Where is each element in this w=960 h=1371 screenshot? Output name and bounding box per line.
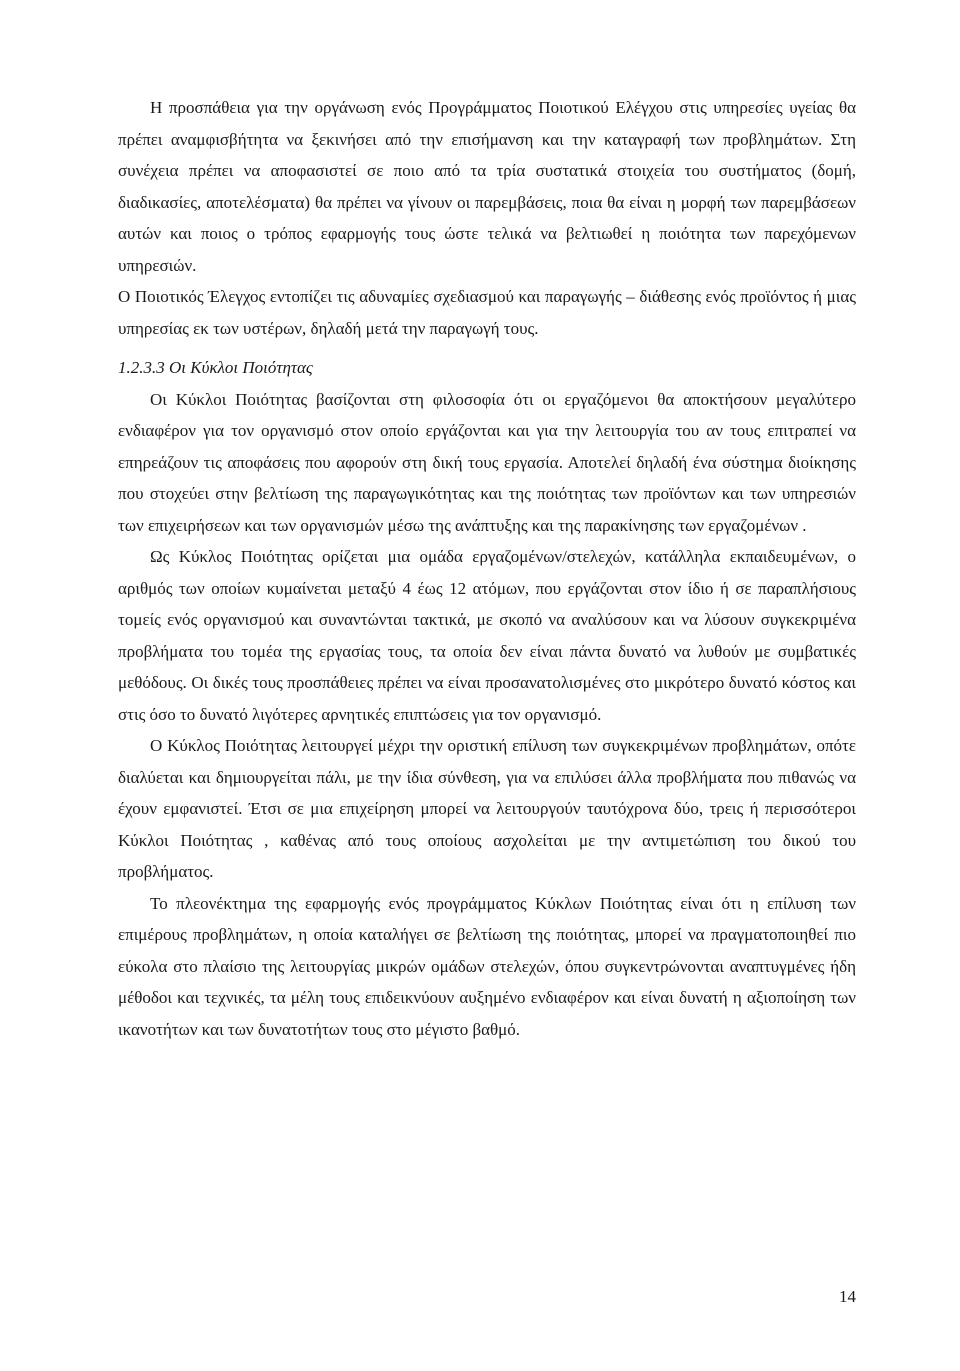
paragraph-quality-circles-intro: Οι Κύκλοι Ποιότητας βασίζονται στη φιλοσοφία ότι οι εργαζόμενοι θα αποκτήσουν μεγαλύτερο ενδιαφέρον για τον οργανισμό στον οποίο εργάζονται και για την λειτουργία του αν τους επιτραπεί να επηρεάζουν τις αποφάσεις που αφορούν στη δική τους εργασία. Αποτελεί δηλαδή ένα σύστημα διοίκησης που στοχεύει στην βελτίωση της παραγωγικότητας και της ποιότητας των προϊόντων και των υπηρεσιών των επιχειρήσεων και των οργανισμών μέσω της ανάπτυξης και της παρακίνησης των εργαζομένων . [118,389,856,535]
paragraph-quality-circle-advantage: Το πλεονέκτημα της εφαρμογής ενός προγράμματος Κύκλων Ποιότητας είναι ότι η επίλυση των επιμέρους προβλημάτων, η οποία καταλήγει σε βελτίωση της ποιότητας, μπορεί να πραγματοποιηθεί πιο εύκολα στο πλαίσιο της λειτουργίας μικρών ομάδων στελεχών, όπου συγκεντρώνονται αναπτυγμένες ήδη μέθοδοι και τεχνικές, τα μέλη τους επιδεικνύουν αυξημένο ενδιαφέρον και είναι δυνατή η αξιοποίηση των ικανοτήτων και των δυνατοτήτων τους στο μέγιστο βαθμό. [118,893,856,1039]
paragraph-quality-circle-operation: Ο Κύκλος Ποιότητας λειτουργεί μέχρι την οριστική επίλυση των συγκεκριμένων προβλημάτων, οπότε διαλύεται και δημιουργείται πάλι, με την ίδια σύνθεση, για να επιλύσει άλλα προβλήματα που πιθανώς να έχουν εμφανιστεί. Έτσι σε μια επιχείρηση μπορεί να λειτουργούν ταυτόχρονα δύο, τρεις ή περισσότεροι Κύκλοι Ποιότητας , καθένας από τους οποίους ασχολείται με την αντιμετώπιση του δικού του προβλήματος. [118,736,856,881]
page-number: 14 [839,1287,856,1306]
paragraph-quality-control: Ο Ποιοτικός Έλεγχος εντοπίζει τις αδυναμίες σχεδιασμού και παραγωγής – διάθεσης ενός προϊόντος ή μιας υπηρεσίας εκ των υστέρων, δηλαδή μετά την παραγωγή τους. [118,287,856,338]
section-heading: 1.2.3.3 Οι Κύκλοι Ποιότητας [118,358,313,377]
paragraph-quality-program: Η προσπάθεια για την οργάνωση ενός Προγράμματος Ποιοτικού Ελέγχου στις υπηρεσίες υγείας θα πρέπει αναμφισβήτητα να ξεκινήσει από την επισήμανση και την καταγραφή των προβλημάτων. Στη συνέχεια πρέπει να αποφασιστεί σε ποιο από τα τρία συστατικά στοιχεία του συστήματος (δομή, διαδικασίες, αποτελέσματα) θα πρέπει να γίνουν οι παρεμβάσεις, ποια θα είναι η μορφή των παρεμβάσεων αυτών και ποιος ο τρόπος εφαρμογής τους ώστε τελικά να βελτιωθεί η ποιότητα των παρεχόμενων υπηρεσιών. [118,98,856,275]
paragraph-quality-circle-definition: Ως Κύκλος Ποιότητας ορίζεται μια ομάδα εργαζομένων/στελεχών, κατάλληλα εκπαιδευμένων, ο αριθμός των οποίων κυμαίνεται μεταξύ 4 έως 12 ατόμων, που εργάζονται στον ίδιο ή σε παραπλήσιους τομείς ενός οργανισμού και συναντώνται τακτικά, με σκοπό να αναλύσουν και να λύσουν συγκεκριμένα προβλήματα του τομέα της εργασίας τους, τα οποία δεν είναι πάντα δυνατό να λυθούν με συμβατικές μεθόδους. Οι δικές τους προσπάθειες πρέπει να είναι προσανατολισμένες στο μικρότερο δυνατό κόστος και στις όσο το δυνατό λιγότερες αρνητικές επιπτώσεις για τον οργανισμό. [118,547,856,724]
document-body [118,92,856,1045]
